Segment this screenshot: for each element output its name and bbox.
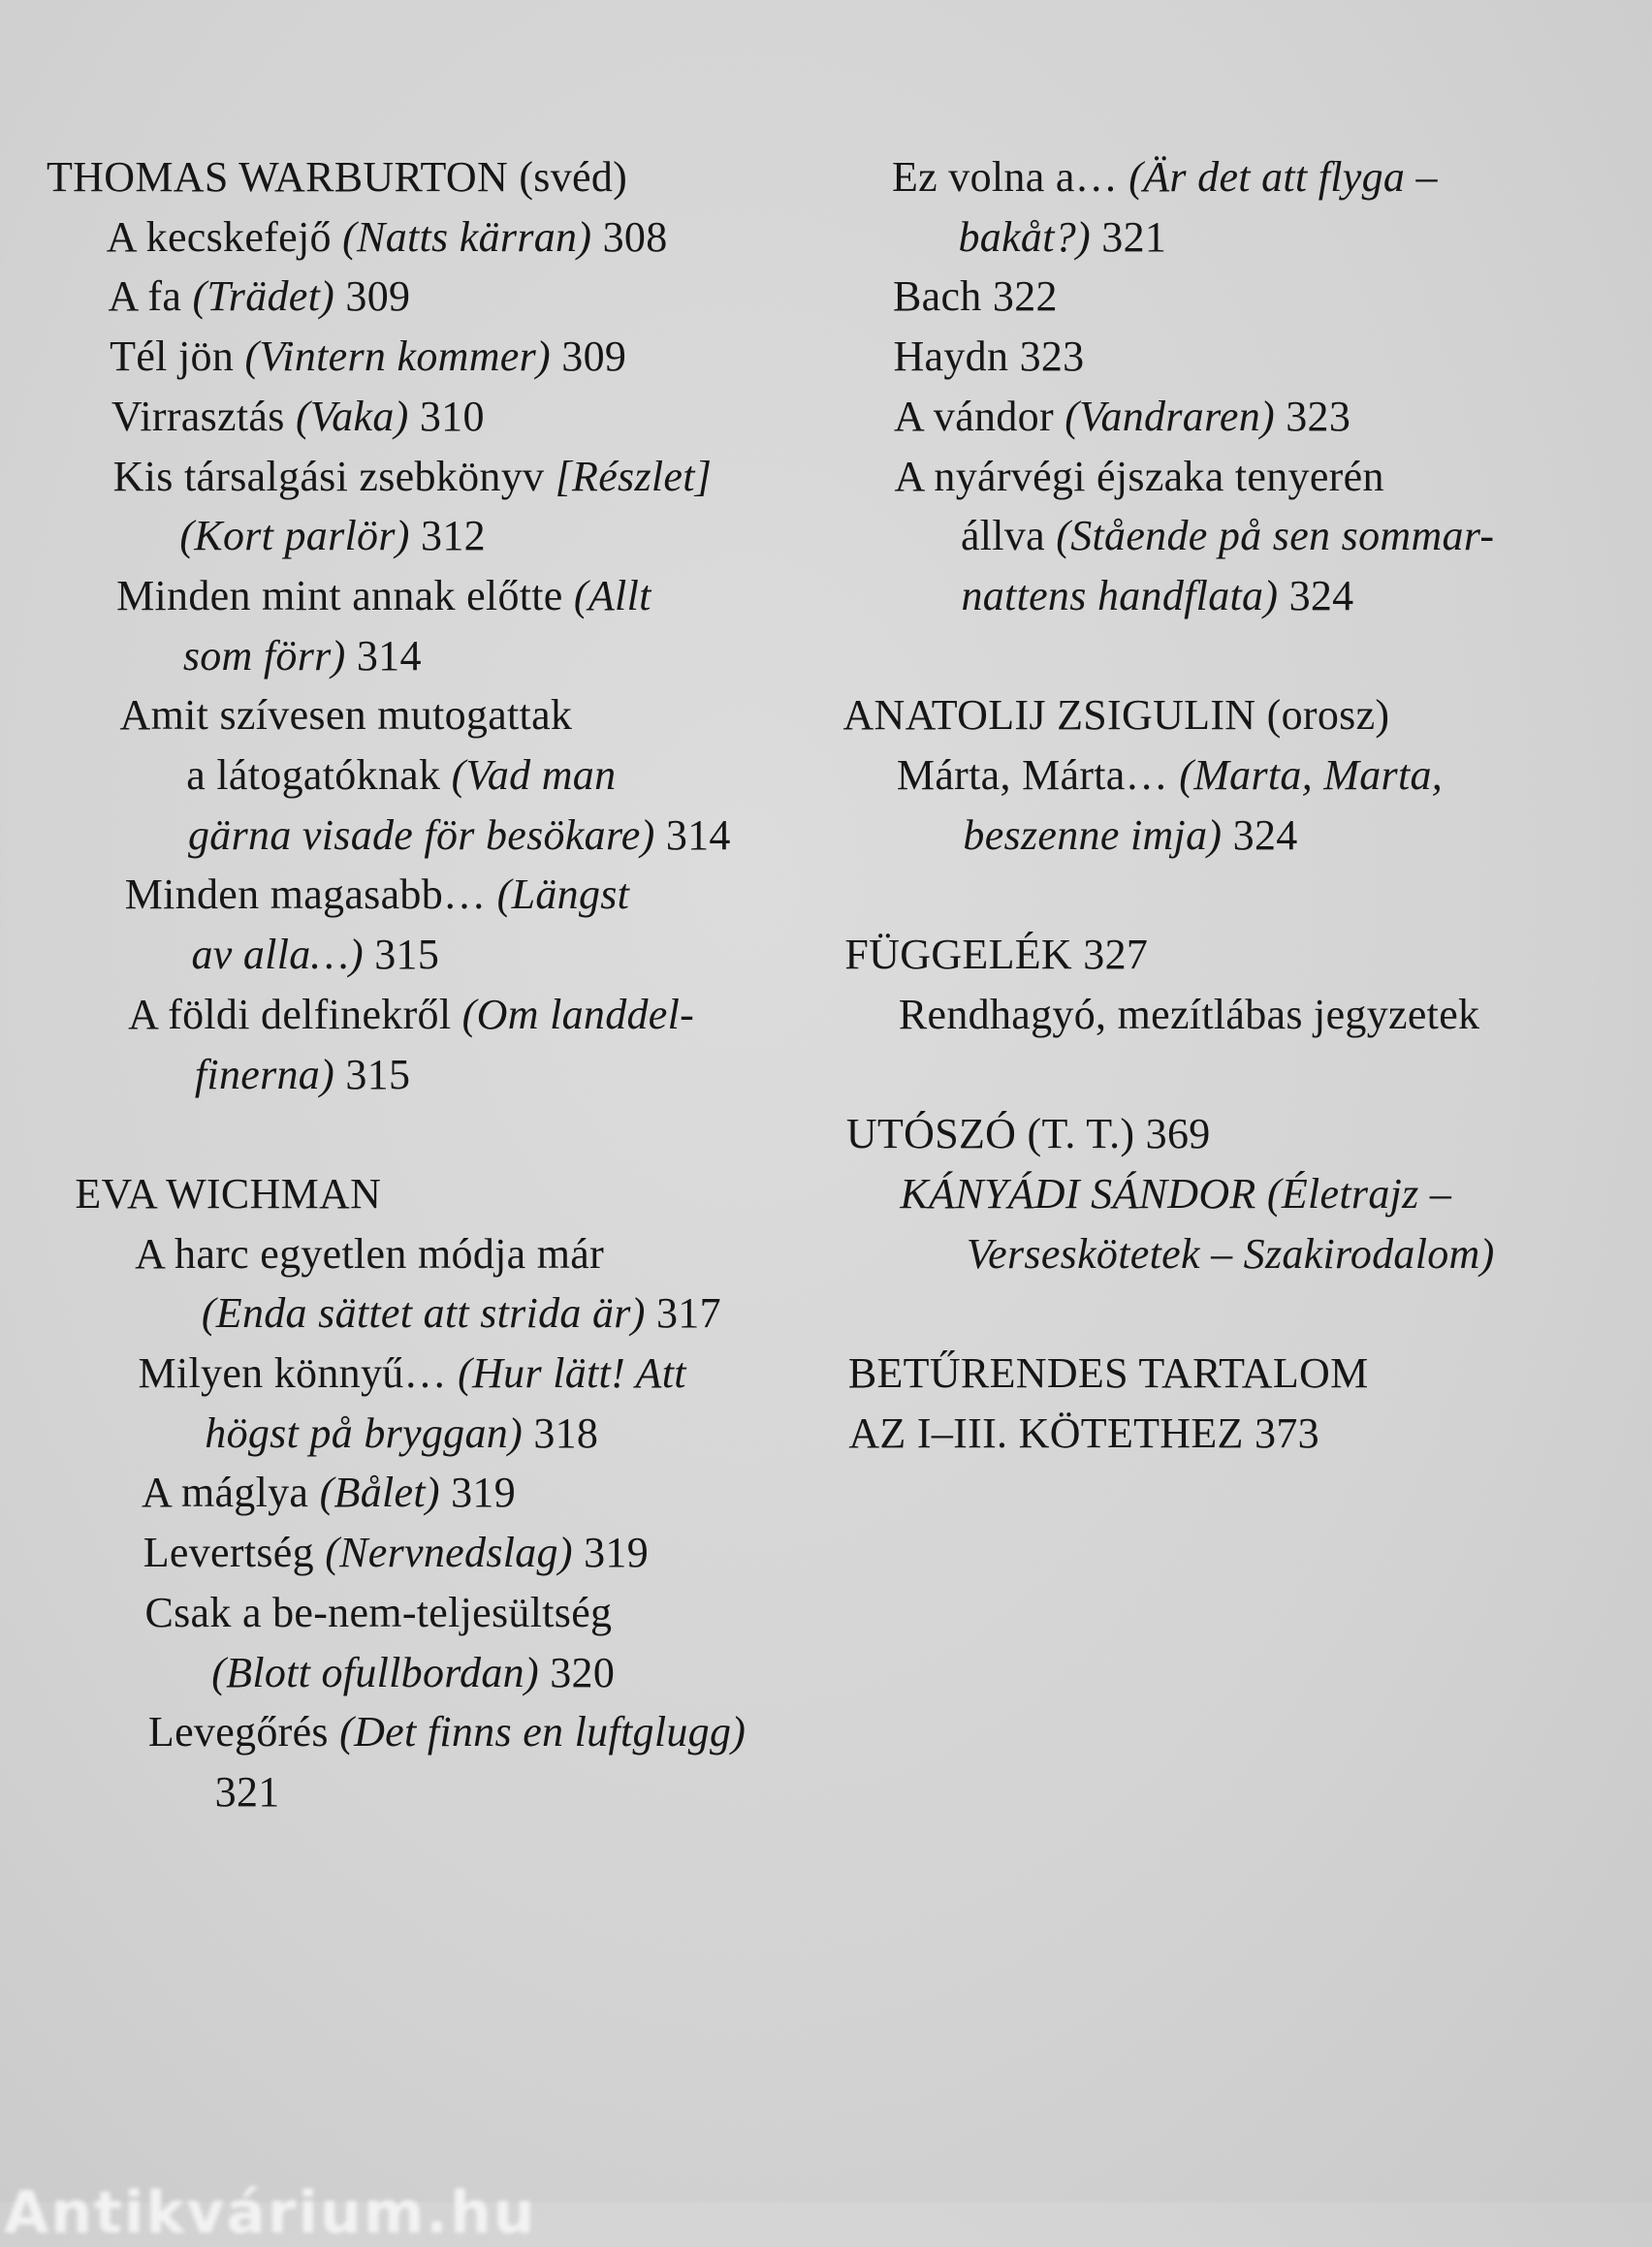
- entry-text: Haydn 323: [893, 332, 1085, 381]
- entry-text: 309: [551, 332, 627, 381]
- entry-text: Minden mint annak előtte: [116, 571, 574, 619]
- original-title: (Nervnedslag): [325, 1529, 573, 1577]
- entry-text: Virrasztás: [111, 392, 296, 440]
- toc-heading: [844, 931, 1148, 979]
- original-title: bakåt?): [958, 212, 1091, 261]
- entry-text: Tél jön: [110, 332, 245, 381]
- toc-entry: [893, 272, 1058, 321]
- toc-entry-continuation: [961, 512, 1494, 560]
- original-title: Verseskötetek – Szakirodalom): [966, 1229, 1495, 1278]
- entry-text: 315: [363, 931, 440, 979]
- toc-heading: [842, 691, 1389, 740]
- original-title: (Allt: [573, 571, 651, 619]
- entry-text: BETŰRENDES TARTALOM: [847, 1349, 1369, 1397]
- toc-entry: [897, 751, 1443, 800]
- toc-entry: [894, 453, 1383, 501]
- entry-text: 317: [645, 1289, 721, 1338]
- toc-heading: [848, 1409, 1319, 1458]
- original-title: (Om landdel-: [461, 990, 695, 1038]
- original-title: som förr): [182, 631, 346, 680]
- original-title: (Blott ofullbordan): [211, 1648, 539, 1696]
- entry-text: UTÓSZÓ (T. T.) 369: [845, 1110, 1211, 1158]
- entry-text: Minden magasabb…: [124, 870, 497, 919]
- entry-text: Milyen könnyű…: [138, 1349, 459, 1397]
- entry-text: állva: [960, 512, 1057, 560]
- entry-text: THOMAS WARBURTON (svéd): [47, 153, 628, 201]
- original-title: (Marta, Marta,: [1179, 751, 1444, 799]
- entry-text: 318: [523, 1408, 599, 1457]
- toc-heading: [848, 1349, 1369, 1398]
- toc-entry: [893, 332, 1084, 381]
- entry-text: a látogatóknak: [186, 751, 452, 799]
- original-title: av alla…): [191, 931, 364, 979]
- original-title: KÁNYÁDI SÁNDOR (Életrajz –: [900, 1169, 1452, 1218]
- toc-entry-continuation: [967, 1230, 1495, 1279]
- original-title: (Vintern kommer): [244, 332, 551, 381]
- toc-heading: [846, 1110, 1211, 1158]
- original-title: (Det finns en luftglugg): [339, 1708, 747, 1756]
- entry-text: Márta, Márta…: [896, 751, 1180, 799]
- original-title: högst på bryggan): [205, 1408, 524, 1457]
- entry-text: Bach 322: [892, 272, 1058, 321]
- entry-text: 323: [1274, 392, 1351, 440]
- entry-text: 324: [1278, 571, 1354, 619]
- entry-text: 319: [572, 1529, 650, 1577]
- entry-text: Amit szívesen mutogattak: [119, 691, 573, 740]
- toc-entry: [899, 991, 1479, 1039]
- original-title: (Trädet): [192, 272, 335, 321]
- original-title: (Vad man: [451, 751, 617, 799]
- original-title: nattens handflata): [961, 571, 1279, 619]
- entry-text: 314: [345, 631, 422, 680]
- original-title: (Är det att flyga –: [1128, 153, 1438, 201]
- entry-text: A földi delfinekről: [128, 990, 462, 1038]
- entry-text: FÜGGELÉK 327: [844, 931, 1149, 979]
- toc-entry-continuation: [958, 213, 1166, 262]
- entry-text: 319: [439, 1469, 517, 1517]
- entry-text: A máglya: [142, 1469, 320, 1517]
- entry-text: A vándor: [893, 392, 1065, 440]
- original-title: (Hur lätt! Att: [458, 1349, 686, 1397]
- entry-text: Csak a be-nem-teljesültség: [144, 1588, 613, 1636]
- entry-text: ANATOLIJ ZSIGULIN (orosz): [842, 691, 1390, 740]
- entry-text: 309: [334, 272, 411, 321]
- original-title: gärna visade för besökare): [188, 810, 655, 859]
- entry-text: Levertség: [143, 1529, 326, 1577]
- original-title: (Natts kärran): [342, 212, 592, 261]
- entry-text: 320: [538, 1648, 616, 1696]
- entry-text: AZ I–III. KÖTETHEZ 373: [848, 1408, 1319, 1457]
- entry-text: 315: [334, 1050, 411, 1098]
- original-title: (Enda sättet att strida är): [201, 1289, 646, 1338]
- entry-text: 314: [654, 810, 731, 859]
- entry-text: 321: [214, 1767, 280, 1816]
- watermark: Antikvárium.hu: [4, 2179, 537, 2247]
- entry-text: 310: [408, 392, 485, 440]
- original-title: [Részlet]: [555, 452, 713, 500]
- original-title: (Längst: [496, 870, 630, 919]
- entry-text: A harc egyetlen módja már: [135, 1229, 605, 1278]
- entry-text: Ez volna a…: [892, 153, 1129, 201]
- entry-text: A nyárvégi éjszaka tenyerén: [894, 452, 1384, 500]
- entry-text: A kecskefejő: [106, 212, 343, 261]
- toc-entry-continuation: [963, 811, 1297, 860]
- entry-text: 324: [1222, 810, 1298, 859]
- original-title: (Vandraren): [1064, 392, 1275, 440]
- entry-text: Levegőrés: [147, 1708, 340, 1756]
- original-title: finerna): [194, 1050, 335, 1098]
- toc-entry: [900, 1170, 1451, 1218]
- original-title: (Bålet): [319, 1469, 440, 1517]
- toc-entry: [894, 393, 1350, 441]
- entry-text: 308: [591, 212, 668, 261]
- entry-text: Kis társalgási zsebkönyv: [112, 452, 556, 500]
- entry-text: A fa: [108, 272, 193, 321]
- entry-text: EVA WICHMAN: [75, 1169, 382, 1218]
- entry-text: 321: [1091, 212, 1167, 261]
- original-title: beszenne imja): [963, 810, 1223, 859]
- original-title: (Vaka): [295, 392, 409, 440]
- toc-entry-continuation: [961, 572, 1353, 620]
- toc-entry: [892, 153, 1438, 202]
- original-title: (Stående på sen sommar-: [1056, 512, 1495, 560]
- entry-text: Rendhagyó, mezítlábas jegyzetek: [898, 990, 1480, 1038]
- original-title: (Kort parlör): [179, 512, 410, 560]
- entry-text: 312: [409, 512, 486, 560]
